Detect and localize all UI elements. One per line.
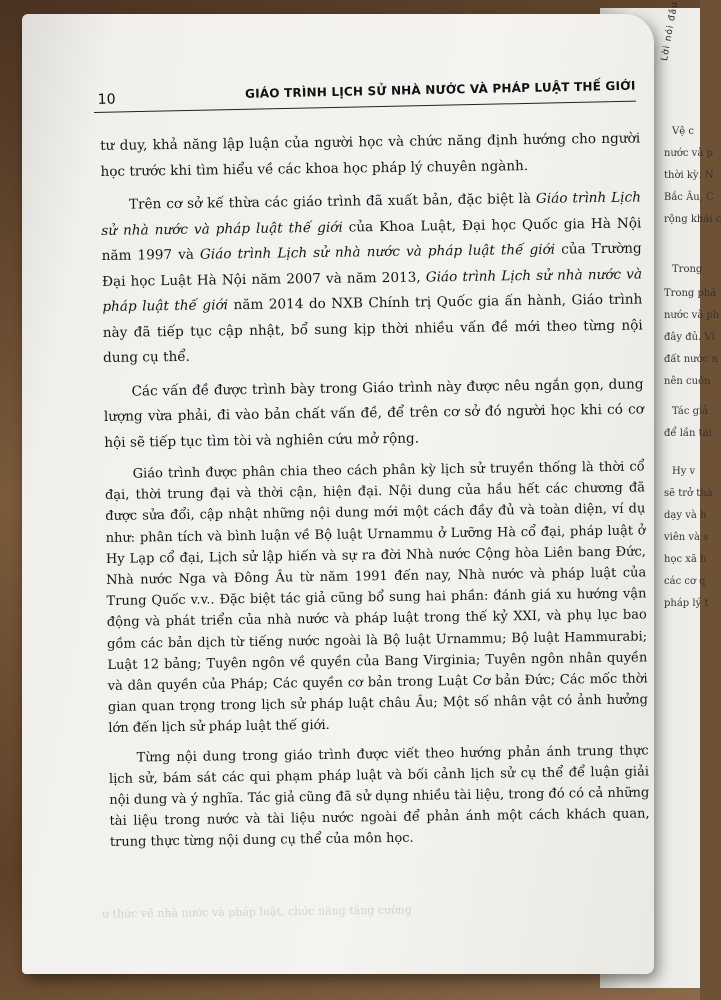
facing-page-fragment: dạy và h [664,510,707,521]
facing-page-fragment: Trong phầ [664,288,717,299]
facing-page-fragment: thời kỳ. N [664,170,714,181]
facing-page-fragment: Bắc Âu, C [664,192,714,203]
facing-page-fragment: nước và ph [664,310,720,321]
facing-page-fragment: pháp lý t [664,598,709,609]
facing-page-fragment: học xã h [664,554,707,565]
facing-page-fragment: Vệ c [672,126,694,137]
bleed-through-text: ư thức về nhà nước và pháp luật, chức năng tăng cường [101,903,412,921]
paragraph: Từng nội dung trong giáo trình được viết theo hướng phản ánh trung thực lịch sử, bám sát các qui phạm pháp luật và bối cảnh lịch sử cụ thể để luận giải nội dung và ý nghĩa. Tác giả cũng đã sử dụng nhiều tài liệu, trong đó có cả những tài liệu trong nước và tài liệu nước ngoài để phản ánh một cách khách quan, trung thực từng nội dung cụ thể của môn học. [108,743,650,851]
facing-page-fragment: rộng khái c [664,214,721,225]
facing-page-header: Lời nói đầu [660,0,681,62]
book-page [22,14,654,974]
italic-title: Giáo trình Lịch sử nhà nước và pháp luật thế giới [199,241,556,263]
paragraph: Các vấn đề được trình bày trong Giáo trình này được nêu ngắn gọn, dung lượng vừa phải, đi vào bản chất vấn đề, để trên cơ sở đó người học khi có cơ hội sẽ tiếp tục tìm tòi và nghiên cứu mở rộng. [103,375,645,451]
paragraph: tư duy, khả năng lập luận của người học và chức năng định hướng cho người học trước khi tìm hiểu về các khoa học pháp lý chuyên ngành. [100,130,641,180]
italic-title: Giáo trình Lịch sử nhà nước và pháp luật thế giới [101,189,642,239]
paragraph: Trên cơ sở kế thừa các giáo trình đã xuất bản, đặc biệt là Giáo trình Lịch sử nhà nước và pháp luật thế giới của Khoa Luật, Đại học Quốc gia Hà Nội năm 1997 và Giáo trình Lịch sử nhà nước và pháp luật thế giới của Trường Đại học Luật Hà Nội năm 2007 và năm 2013, Giáo trình Lịch sử nhà nước và pháp luật thế giới năm 2014 do NXB Chính trị Quốc gia ấn hành, Giáo trình này đã tiếp tục cập nhật, bổ sung kịp thời nhiều vấn đề mới theo từng nội dung cụ thể. [101,189,643,366]
facing-page-fragment: nước và p [664,148,713,159]
facing-page-fragment: Hy v [672,466,696,477]
page-header [93,73,635,113]
facing-page-fragment: sẽ trở thà [664,488,713,499]
facing-page-fragment: nên cuốn [664,376,711,387]
page-number: 10 [97,91,116,108]
facing-page-fragment: đây đủ. Ví [664,332,715,343]
running-title: GIÁO TRÌNH LỊCH SỬ NHÀ NƯỚC VÀ PHÁP LUẬT THẾ GIỚI [244,78,636,101]
facing-page-fragment: Trong [672,264,703,275]
facing-page-fragment: đất nước n [664,354,718,365]
facing-page-fragment: để lần tái [664,428,712,439]
facing-page-fragment: viên và s [664,532,709,543]
italic-title: Giáo trình Lịch sử nhà nước và pháp luật thế giới [102,265,643,315]
facing-page-fragment: Tác giả [672,406,709,417]
facing-page-fragment: các cơ q [664,576,706,587]
page-body [100,126,650,861]
paragraph: Giáo trình được phân chia theo cách phân kỳ lịch sử truyền thống là thời cổ đại, thời trung đại và thời cận, hiện đại. Nội dung của hầu hết các chương đã được sửa đổi, cập nhật những nội dung mới một cách đầy đủ và toàn diện, ví dụ như: phân tích và bình luận về Bộ luật Urnammu ở Lưỡng Hà cổ đại, pháp luật ở Hy Lạp cổ đại, Lịch sử lập hiến và sự ra đời Nhà nước Cộng hòa Liên bang Đức, Nhà nước Nga và Đông Âu từ năm 1991 đến nay, Nhà nước và pháp luật của Trung Quốc v.v.. Đặc biệt tác giả cũng bổ sung hai phần: đánh giá xu hướng vận động và phát triển của nhà nước và pháp luật trong thế kỷ XXI, và phụ lục bao gồm các bản dịch từ tiếng nước ngoài là Bộ luật Urnammu; Bộ luật Hammurabi; Luật 12 bảng; Tuyên ngôn về quyền của Bang Virginia; Tuyên ngôn nhân quyền và dân quyền của Pháp; Các quyền cơ bản trong Luật Cơ bản Đức; Các mốc thời gian quan trọng trong lịch sử pháp luật châu Âu; Một số nhân vật có ảnh hưởng lớn đến lịch sử pháp luật thế giới. [104,459,649,737]
